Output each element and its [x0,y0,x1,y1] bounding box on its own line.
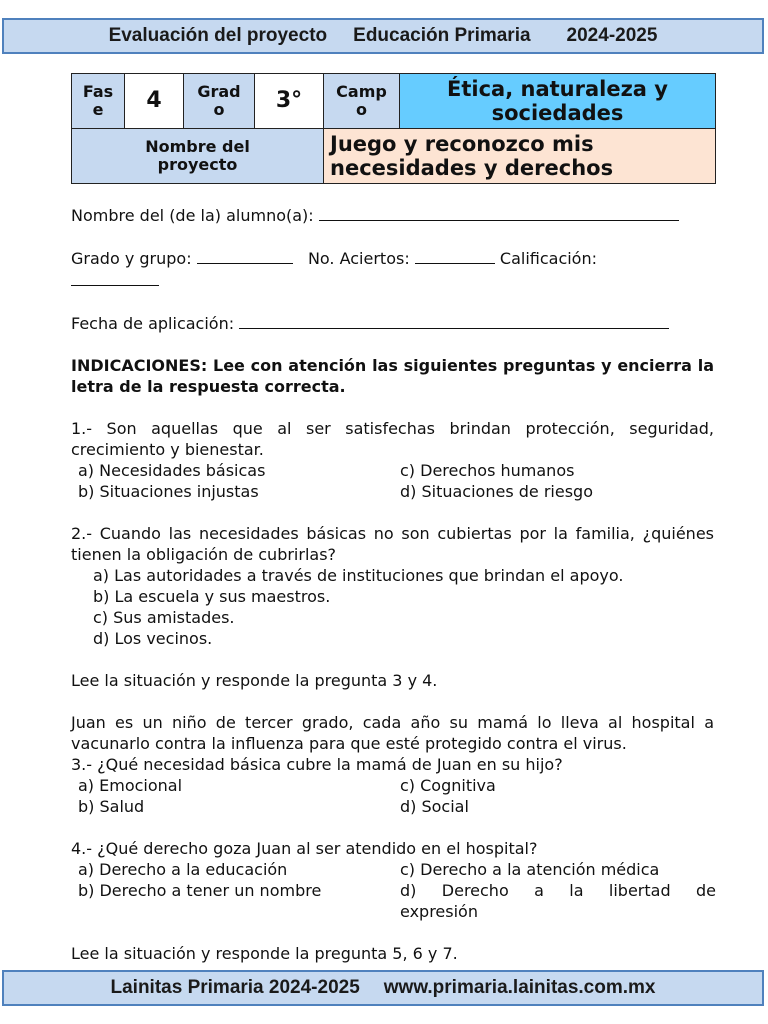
q2-option-c[interactable]: c) Sus amistades. [93,608,235,627]
q2-option-d[interactable]: d) Los vecinos. [93,629,213,648]
q4-option-c[interactable]: c) Derecho a la atención médica [400,860,660,879]
q3-option-d[interactable]: d) Social [400,797,469,816]
alumno-blank[interactable] [319,204,679,221]
grado-value: 3° [255,74,324,129]
project-info-table [71,73,716,184]
q4-option-d[interactable]: d) Derecho a la libertad de expresión [400,881,716,921]
q2-option-a[interactable]: a) Las autoridades a través de instituciones que brindan el apoyo. [93,566,624,585]
exam-content [71,204,714,964]
question-4-options [71,859,714,922]
campo-value: Ética, naturaleza y sociedades [400,74,716,129]
proyecto-label: Nombre del proyecto [72,129,324,184]
question-3: 3.- ¿Qué necesidad básica cubre la mamá de Juan en su hijo? [71,755,563,774]
aciertos-blank[interactable] [415,247,495,264]
question-2: 2.- Cuando las necesidades básicas no son cubiertas por la familia, ¿quiénes tienen la obligación de cubrirlas? [71,524,714,564]
question-3-options [71,775,714,817]
q1-option-b[interactable]: b) Situaciones injustas [78,482,259,501]
campo-label: Camp o [324,74,400,129]
q2-option-b[interactable]: b) La escuela y sus maestros. [93,587,331,606]
question-4: 4.- ¿Qué derecho goza Juan al ser atendido en el hospital? [71,839,538,858]
q3-option-a[interactable]: a) Emocional [78,776,183,795]
lead-3-4: Lee la situación y responde la pregunta 3 y 4. [71,671,438,690]
proyecto-value: Juego y reconozco mis necesidades y derechos [324,129,716,184]
q4-option-a[interactable]: a) Derecho a la educación [78,860,288,879]
grado-grupo-blank[interactable] [197,247,293,264]
fecha-field: Fecha de aplicación: [71,312,714,334]
situation-1: Juan es un niño de tercer grado, cada año su mamá lo lleva al hospital a vacunarlo contra la influenza para que esté protegido contra el virus. [71,713,714,753]
fecha-blank[interactable] [239,312,669,329]
header-title: Evaluación del proyecto [108,25,328,46]
q1-option-c[interactable]: c) Derechos humanos [400,461,575,480]
grado-grupo-row: Grado y grupo: No. Aciertos: Calificación: [71,249,597,268]
q1-option-d[interactable]: d) Situaciones de riesgo [400,482,593,501]
footer-brand: Lainitas Primaria 2024-2025 [110,977,360,998]
lead-5-6-7: Lee la situación y responde la pregunta 5, 6 y 7. [71,944,458,963]
q4-option-b[interactable]: b) Derecho a tener un nombre [78,881,322,900]
q3-option-c[interactable]: c) Cognitiva [400,776,496,795]
alumno-field: Nombre del (de la) alumno(a): [71,204,714,226]
header-band [2,18,764,54]
fase-value: 4 [125,74,184,129]
question-2-options [71,565,714,649]
calificacion-blank[interactable] [71,269,159,286]
q1-option-a[interactable]: a) Necesidades básicas [78,461,266,480]
fase-label: Fas e [72,74,125,129]
footer-url[interactable]: www.primaria.lainitas.com.mx [383,977,656,998]
grado-label: Grad o [184,74,255,129]
q3-option-b[interactable]: b) Salud [78,797,145,816]
question-1-options [71,460,714,502]
footer-band [2,970,764,1006]
header-level: Educación Primaria [353,25,531,46]
header-year: 2024-2025 [566,25,658,46]
question-1: 1.- Son aquellas que al ser satisfechas brindan protección, seguridad, crecimiento y bienestar. [71,419,714,459]
instructions: INDICACIONES: Lee con atención las siguientes preguntas y encierra la letra de la respuesta correcta. [71,356,714,396]
